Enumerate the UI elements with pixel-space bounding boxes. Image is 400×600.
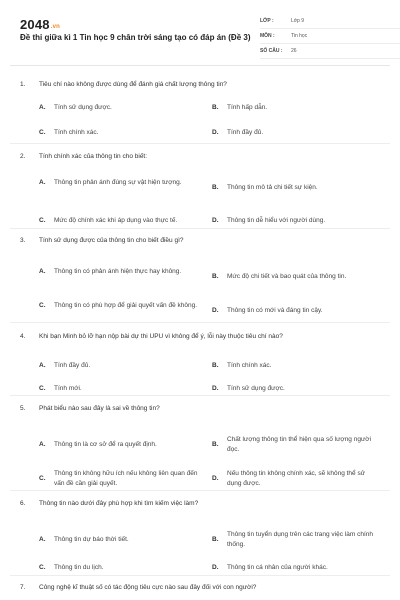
option-letter: D. [212, 307, 219, 314]
option-text: Nếu thông tin không chính xác, sẽ không thể sử dụng được. [227, 470, 366, 487]
option-text: Thông tin có phù hợp để giải quyết vấn đề không. [54, 302, 198, 309]
option-letter: A. [39, 104, 46, 111]
option-letter: B. [212, 184, 219, 191]
option-c[interactable] [39, 469, 199, 489]
divider [10, 228, 390, 229]
meta-key: SỐ CÂU : [260, 48, 283, 54]
option-letter: A. [39, 441, 46, 448]
question-1 [20, 80, 390, 136]
option-c[interactable] [39, 301, 204, 311]
question-stem: Phát biểu nào sau đây là sai về thông tin? [39, 405, 160, 412]
option-d[interactable] [212, 384, 377, 394]
divider [10, 322, 390, 323]
question-number: 3. [20, 237, 26, 244]
option-letter: C. [39, 564, 46, 571]
option-text: Thông tin không hữu ích nếu không liên quan đến vấn đề cần giải quyết. [54, 470, 198, 487]
option-c[interactable] [39, 563, 204, 573]
question-number: 1. [20, 81, 26, 88]
option-a[interactable] [39, 103, 204, 113]
meta-key: MÔN : [260, 33, 275, 39]
question-text [20, 236, 390, 245]
exam-meta-table [260, 14, 400, 59]
option-letter: C. [39, 475, 46, 482]
question-stem: Tính sử dụng được của thông tin cho biết điều gì? [39, 237, 184, 244]
question-number: 4. [20, 333, 26, 340]
option-text: Tính đầy đủ. [54, 362, 91, 369]
meta-value: Lớp 9 [291, 18, 305, 24]
question-number: 6. [20, 500, 26, 507]
option-a[interactable] [39, 535, 204, 545]
option-d[interactable] [212, 216, 377, 226]
option-d[interactable] [212, 563, 377, 573]
option-letter: C. [39, 129, 46, 136]
option-a[interactable] [39, 267, 194, 277]
question-text [20, 80, 390, 89]
option-text: Tính sử dụng được. [54, 104, 112, 111]
option-text: Thông tin du lịch. [54, 564, 104, 571]
option-letter: A. [39, 179, 46, 186]
option-b[interactable] [212, 435, 377, 455]
option-letter: D. [212, 385, 219, 392]
option-text: Tính chính xác. [54, 129, 99, 136]
question-3 [20, 236, 390, 314]
question-5 [20, 404, 390, 487]
option-text: Mức độ chính xác khi áp dụng vào thực tế. [54, 217, 178, 224]
question-6 [20, 499, 390, 571]
divider [10, 490, 390, 491]
exam-header [10, 0, 390, 66]
divider [10, 575, 390, 576]
option-text: Mức độ chi tiết và bao quát của thông tin. [227, 273, 347, 280]
logo-suffix: .vn [50, 24, 61, 30]
option-letter: D. [212, 564, 219, 571]
question-text [20, 404, 390, 413]
option-letter: B. [212, 104, 219, 111]
meta-row-class [260, 14, 400, 29]
option-letter: A. [39, 362, 46, 369]
option-text: Tính mới. [54, 385, 82, 392]
option-a[interactable] [39, 178, 194, 188]
option-letter: D. [212, 217, 219, 224]
option-b[interactable] [212, 183, 377, 193]
option-b[interactable] [212, 103, 377, 113]
option-d[interactable] [212, 306, 377, 316]
option-letter: B. [212, 362, 219, 369]
divider [10, 143, 390, 144]
option-d[interactable] [212, 469, 377, 489]
option-text: Tính đầy đủ. [227, 129, 264, 136]
question-text [20, 583, 390, 592]
question-stem: Tính chính xác của thông tin cho biết: [39, 153, 148, 160]
option-letter: B. [212, 536, 219, 543]
option-c[interactable] [39, 216, 214, 226]
question-2 [20, 152, 390, 224]
option-c[interactable] [39, 128, 204, 138]
question-text [20, 332, 390, 341]
option-text: Thông tin phản ánh đúng sự vật hiện tượng. [54, 179, 182, 186]
option-text: Tính hấp dẫn. [227, 104, 268, 111]
question-7 [20, 583, 390, 592]
meta-value: 26 [291, 48, 297, 54]
question-number: 5. [20, 405, 26, 412]
meta-key: LỚP : [260, 18, 274, 24]
option-text: Chất lượng thông tin thể hiện qua số lượng người đọc. [227, 436, 372, 453]
option-letter: D. [212, 129, 219, 136]
question-number: 2. [20, 153, 26, 160]
option-a[interactable] [39, 361, 204, 371]
question-text [20, 499, 390, 508]
meta-row-subject [260, 29, 400, 44]
option-letter: D. [212, 475, 219, 482]
option-c[interactable] [39, 384, 204, 394]
option-b[interactable] [212, 361, 377, 371]
option-text: Thông tin tuyển dụng trên các trang việc làm chính thống. [227, 531, 373, 548]
question-stem: Khi bạn Minh bỏ lỡ hạn nộp bài dự thi UPU vì không để ý, lỗi này thuộc tiêu chí nào? [39, 333, 283, 340]
option-text: Thông tin dễ hiểu với người dùng. [227, 217, 326, 224]
option-letter: C. [39, 302, 46, 309]
exam-title: Đề thi giữa kì 1 Tin học 9 chân trời sáng tạo có đáp án (Đề 3) [20, 33, 251, 42]
option-text: Thông tin là cơ sở để ra quyết định. [54, 441, 157, 448]
option-letter: C. [39, 385, 46, 392]
option-d[interactable] [212, 128, 377, 138]
meta-value: Tin học [291, 33, 308, 39]
option-text: Tính sử dụng được. [227, 385, 285, 392]
option-text: Thông tin mô tả chi tiết sự kiện. [227, 184, 318, 191]
option-letter: A. [39, 536, 46, 543]
logo-text: 2048 [20, 17, 50, 32]
option-b[interactable] [212, 530, 377, 550]
option-b[interactable] [212, 272, 377, 282]
option-text: Thông tin dự báo thời tiết. [54, 536, 129, 543]
option-a[interactable] [39, 440, 204, 450]
option-letter: C. [39, 217, 46, 224]
divider [10, 395, 390, 396]
question-stem: Công nghệ kĩ thuật số có tác động tiêu cực nào sau đây đối với con người? [39, 584, 257, 591]
option-text: Thông tin cá nhân của người khác. [227, 564, 328, 571]
question-stem: Thông tin nào dưới đây phù hợp khi tìm kiếm việc làm? [39, 500, 199, 507]
question-text [20, 152, 390, 161]
option-letter: B. [212, 273, 219, 280]
question-4 [20, 332, 390, 392]
option-text: Thông tin có mới và đáng tin cậy. [227, 307, 323, 314]
option-text: Tính chính xác. [227, 362, 272, 369]
site-logo[interactable] [20, 17, 60, 32]
option-letter: B. [212, 441, 219, 448]
option-letter: A. [39, 268, 46, 275]
meta-row-count [260, 44, 400, 59]
question-number: 7. [20, 584, 26, 591]
option-text: Thông tin có phản ánh hiện thực hay không. [54, 268, 182, 275]
question-stem: Tiêu chí nào không được dùng để đánh giá chất lượng thông tin? [39, 81, 227, 88]
